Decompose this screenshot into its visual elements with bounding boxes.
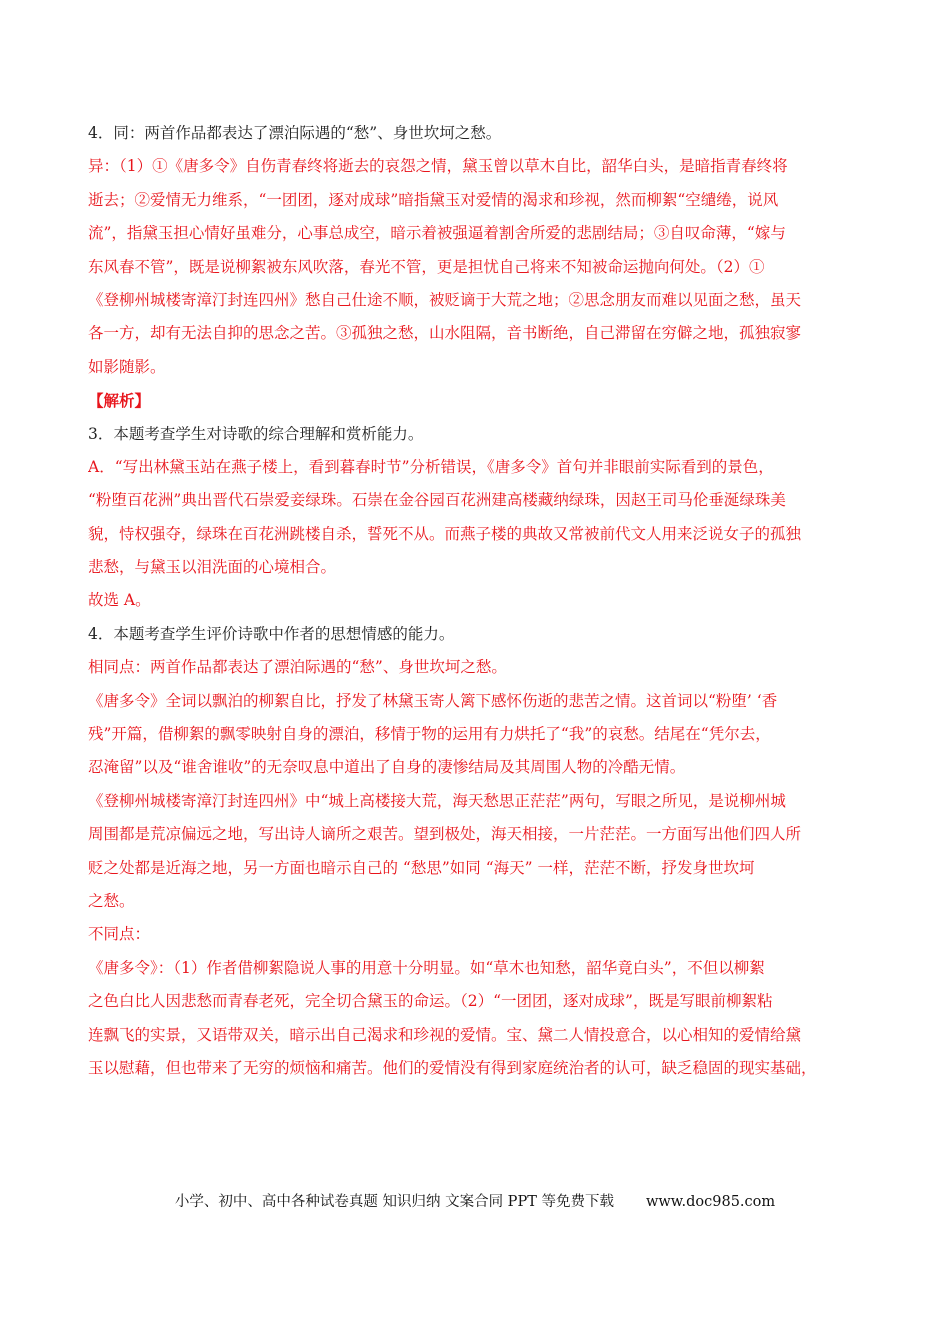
text-line: 玉以慰藉，但也带来了无穷的烦恼和痛苦。他们的爱情没有得到家庭统治者的认可，缺乏稳固的现实基础，	[88, 1058, 817, 1077]
text-line: 连飘飞的实景，又语带双关，暗示出自己渴求和珍视的爱情。宝、黛二人情投意合，以心相知的爱情给黛	[88, 1025, 802, 1044]
text-line: 不同点：	[88, 925, 151, 944]
text-line: 贬之处都是近海之地，另一方面也暗示自己的 “愁思”如同 “海天” 一样，茫茫不断，抒发身世坎坷	[88, 858, 755, 877]
text-line: 4．本题考查学生评价诗歌中作者的思想情感的能力。	[88, 624, 455, 643]
text-line: 故选 A。	[88, 591, 151, 610]
text-line: 东风春不管”，既是说柳絮被东风吹落，春光不管，更是担忧自己将来不知被命运抛向何处。（2）①	[88, 257, 765, 276]
text-line: 貌，恃权强夺，绿珠在百花洲跳楼自杀，誓死不从。而燕子楼的典故又常被前代文人用来泛说女子的孤独	[88, 524, 802, 543]
answer-body	[88, 117, 868, 1085]
text-line: 残”开篇，借柳絮的飘零映射自身的漂泊，移情于物的运用有力烘托了“我”的哀愁。结尾在“凭尔去，	[88, 725, 771, 744]
text-line: 3．本题考查学生对诗歌的综合理解和赏析能力。	[88, 424, 424, 443]
text-line: 周围都是荒凉偏远之地，写出诗人谪所之艰苦。望到极处，海天相接，一片茫茫。一方面写出他们四人所	[88, 825, 802, 844]
text-line: 《唐多令》：（1）作者借柳絮隐说人事的用意十分明显。如“草木也知愁，韶华竟白头”，不但以柳絮	[88, 958, 765, 977]
text-line: 《唐多令》全词以飘泊的柳絮自比，抒发了林黛玉寄人篱下感怀伤逝的悲苦之情。这首词以“粉堕’ ‘香	[88, 691, 778, 710]
text-line: 悲愁，与黛玉以泪洗面的心境相合。	[88, 558, 337, 577]
footer-text: 小学、初中、高中各种试卷真题 知识归纳 文案合同 PPT 等免费下载	[174, 1194, 614, 1210]
text-line: 《登柳州城楼寄漳汀封连四州》中“城上高楼接大荒，海天愁思正茫茫”两句，写眼之所见，是说柳州城	[88, 791, 786, 810]
page-footer	[0, 1190, 950, 1211]
text-line: 之色白比人因悲愁而青春老死，完全切合黛玉的命运。（2）“一团团，逐对成球”，既是写眼前柳絮粘	[88, 992, 773, 1011]
text-line: “粉堕百花洲”典出晋代石崇爱妾绿珠。石崇在金谷园百花洲建高楼藏纳绿珠，因赵王司马伦垂涎绿珠美	[88, 491, 786, 510]
text-line: 各一方，却有无法自抑的思念之苦。③孤独之愁，山水阻隔，音书断绝，自己滞留在穷僻之地，孤独寂寥	[88, 324, 802, 343]
text-line: 【解析】	[88, 391, 151, 411]
text-line: A．“写出林黛玉站在燕子楼上，看到暮春时节”分析错误，《唐多令》首句并非眼前实际看到的景色，	[88, 457, 774, 476]
text-line: 忍淹留”以及“谁舍谁收”的无奈叹息中道出了自身的凄惨结局及其周围人物的冷酷无情。	[88, 758, 686, 777]
text-line: 之愁。	[88, 891, 135, 910]
text-line: 4．同：两首作品都表达了漂泊际遇的“愁”、身世坎坷之愁。	[88, 124, 502, 142]
text-line: 逝去；②爱情无力维系，“一团团，逐对成球”暗指黛玉对爱情的渴求和珍视，然而柳絮“空缱绻，说风	[88, 190, 779, 209]
text-line: 《登柳州城楼寄漳汀封连四州》愁自己仕途不顺，被贬谪于大荒之地；②思念朋友而难以见面之愁，虽天	[88, 290, 802, 309]
text-line: 如影随影。	[88, 357, 166, 376]
text-line: 相同点：两首作品都表达了漂泊际遇的“愁”、身世坎坷之愁。	[88, 658, 507, 677]
text-line: 流”，指黛玉担心情好虽难分，心事总成空，暗示着被强逼着割舍所爱的悲剧结局；③自叹命薄，“嫁与	[88, 224, 786, 243]
footer-url: www.doc985.com	[645, 1194, 776, 1210]
text-line: 异：（1）①《唐多令》自伤青春终将逝去的哀怨之情，黛玉曾以草木自比，韶华白头，是暗指青春终将	[88, 157, 788, 176]
